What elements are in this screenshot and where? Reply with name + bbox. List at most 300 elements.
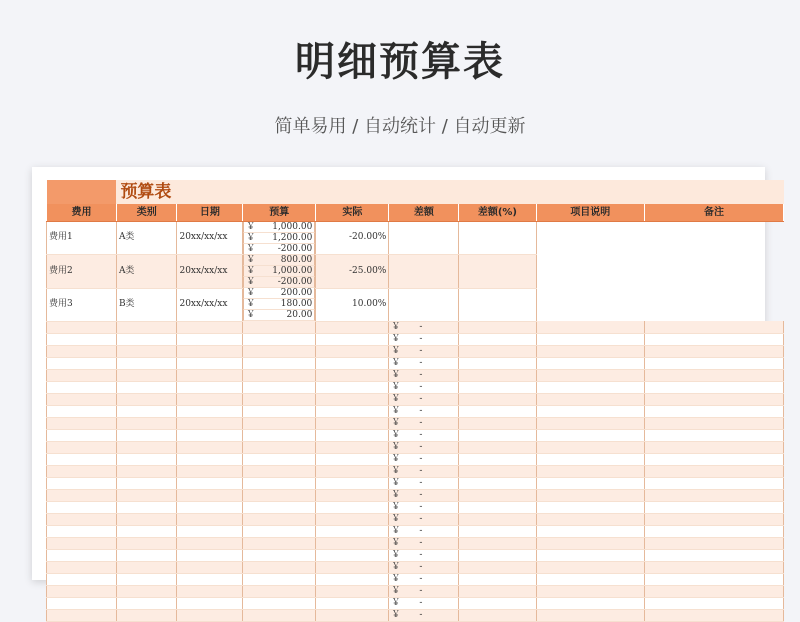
empty-cell[interactable] xyxy=(243,561,316,573)
empty-cell[interactable] xyxy=(536,513,645,525)
budget-cell[interactable] xyxy=(243,288,315,299)
empty-cell[interactable] xyxy=(316,609,389,621)
note-cell[interactable] xyxy=(459,288,536,321)
empty-cell[interactable] xyxy=(459,357,536,369)
empty-cell[interactable] xyxy=(645,477,784,489)
diff-cell[interactable] xyxy=(389,501,459,513)
empty-cell[interactable] xyxy=(243,537,316,549)
empty-diff: - xyxy=(419,417,423,428)
empty-cell[interactable] xyxy=(459,573,536,585)
table-row xyxy=(47,417,784,429)
empty-cell[interactable] xyxy=(645,597,784,609)
empty-cell[interactable] xyxy=(316,345,389,357)
empty-cell[interactable] xyxy=(177,489,243,501)
empty-cell[interactable] xyxy=(459,381,536,393)
empty-cell[interactable] xyxy=(116,453,177,465)
empty-diff: - xyxy=(419,441,423,452)
empty-cell[interactable] xyxy=(316,465,389,477)
empty-cell[interactable] xyxy=(116,573,177,585)
empty-cell[interactable] xyxy=(316,561,389,573)
diff-cell[interactable] xyxy=(389,417,459,429)
column-header[interactable]: 实际 xyxy=(316,204,389,221)
empty-cell[interactable] xyxy=(177,393,243,405)
empty-cell[interactable] xyxy=(645,441,784,453)
empty-cell[interactable] xyxy=(243,441,316,453)
item-cell[interactable]: 费用1 xyxy=(47,221,117,255)
empty-cell[interactable] xyxy=(47,417,117,429)
empty-cell[interactable] xyxy=(316,405,389,417)
diff-cell[interactable] xyxy=(389,609,459,621)
empty-cell[interactable] xyxy=(459,477,536,489)
empty-cell[interactable] xyxy=(243,405,316,417)
empty-cell[interactable] xyxy=(116,345,177,357)
table-row xyxy=(47,333,784,345)
column-header[interactable]: 预算 xyxy=(243,204,316,221)
column-header[interactable]: 类别 xyxy=(116,204,177,221)
empty-cell[interactable] xyxy=(47,501,117,513)
empty-cell[interactable] xyxy=(177,549,243,561)
empty-cell[interactable] xyxy=(116,321,177,333)
empty-cell[interactable] xyxy=(116,357,177,369)
description-cell[interactable] xyxy=(389,255,459,288)
empty-cell[interactable] xyxy=(116,609,177,621)
empty-cell[interactable] xyxy=(47,573,117,585)
empty-cell[interactable] xyxy=(645,561,784,573)
empty-cell[interactable] xyxy=(47,369,117,381)
empty-cell[interactable] xyxy=(177,465,243,477)
description-cell[interactable] xyxy=(389,288,459,321)
diff-percent-cell[interactable]: -25.00% xyxy=(316,255,389,288)
empty-cell[interactable] xyxy=(645,537,784,549)
empty-cell[interactable] xyxy=(316,441,389,453)
page-subtitle: 简单易用 / 自动统计 / 自动更新 xyxy=(274,116,526,137)
empty-cell[interactable] xyxy=(177,597,243,609)
empty-cell[interactable] xyxy=(459,417,536,429)
category-cell[interactable]: A类 xyxy=(116,255,177,288)
empty-cell[interactable] xyxy=(536,585,645,597)
empty-cell[interactable] xyxy=(645,585,784,597)
diff-percent-cell[interactable]: 10.00% xyxy=(316,288,389,321)
diff-cell[interactable] xyxy=(389,489,459,501)
empty-cell[interactable] xyxy=(645,453,784,465)
empty-cell[interactable] xyxy=(316,357,389,369)
empty-cell[interactable] xyxy=(645,357,784,369)
empty-cell[interactable] xyxy=(47,465,117,477)
empty-cell[interactable] xyxy=(116,465,177,477)
empty-cell[interactable] xyxy=(645,417,784,429)
empty-cell[interactable] xyxy=(177,441,243,453)
empty-diff: - xyxy=(419,321,423,332)
empty-cell[interactable] xyxy=(243,549,316,561)
empty-cell[interactable] xyxy=(459,609,536,621)
currency-symbol: ￥ xyxy=(246,310,256,321)
table-row xyxy=(47,288,784,321)
empty-cell[interactable] xyxy=(47,453,117,465)
diff-cell[interactable] xyxy=(389,405,459,417)
date-cell[interactable]: 20xx/xx/xx xyxy=(177,288,243,321)
empty-cell[interactable] xyxy=(116,477,177,489)
empty-cell[interactable] xyxy=(459,465,536,477)
diff-cell[interactable] xyxy=(389,381,459,393)
empty-cell[interactable] xyxy=(459,561,536,573)
empty-cell[interactable] xyxy=(116,549,177,561)
diff-cell[interactable] xyxy=(243,310,315,321)
sheet-title: 预算表 xyxy=(116,180,783,204)
empty-cell[interactable] xyxy=(116,441,177,453)
empty-cell[interactable] xyxy=(116,333,177,345)
currency-symbol: ￥ xyxy=(246,232,256,243)
empty-cell[interactable] xyxy=(47,441,117,453)
empty-cell[interactable] xyxy=(459,345,536,357)
diff-cell[interactable] xyxy=(389,477,459,489)
empty-cell[interactable] xyxy=(316,381,389,393)
diff-cell[interactable] xyxy=(389,321,459,333)
empty-cell[interactable] xyxy=(243,501,316,513)
empty-cell[interactable] xyxy=(316,537,389,549)
empty-cell[interactable] xyxy=(536,477,645,489)
date-cell[interactable]: 20xx/xx/xx xyxy=(177,255,243,288)
currency-symbol: ￥ xyxy=(391,513,401,524)
empty-cell[interactable] xyxy=(243,585,316,597)
empty-cell[interactable] xyxy=(116,513,177,525)
empty-cell[interactable] xyxy=(116,369,177,381)
diff-cell[interactable] xyxy=(243,244,315,255)
diff-cell[interactable] xyxy=(389,441,459,453)
empty-cell[interactable] xyxy=(243,417,316,429)
empty-cell[interactable] xyxy=(316,393,389,405)
empty-cell[interactable] xyxy=(536,597,645,609)
currency-symbol: ￥ xyxy=(391,561,401,572)
empty-cell[interactable] xyxy=(645,525,784,537)
diff-cell[interactable] xyxy=(389,513,459,525)
empty-cell[interactable] xyxy=(316,501,389,513)
empty-diff: - xyxy=(419,477,423,488)
diff-cell[interactable] xyxy=(389,465,459,477)
empty-cell[interactable] xyxy=(243,381,316,393)
empty-cell[interactable] xyxy=(316,549,389,561)
note-cell[interactable] xyxy=(459,221,536,255)
empty-cell[interactable] xyxy=(645,333,784,345)
empty-cell[interactable] xyxy=(645,489,784,501)
empty-cell[interactable] xyxy=(47,321,117,333)
empty-cell[interactable] xyxy=(536,537,645,549)
empty-cell[interactable] xyxy=(459,429,536,441)
empty-diff: - xyxy=(419,573,423,584)
diff-cell[interactable] xyxy=(389,393,459,405)
empty-cell[interactable] xyxy=(116,405,177,417)
table-row xyxy=(47,357,784,369)
empty-cell[interactable] xyxy=(536,405,645,417)
empty-cell[interactable] xyxy=(177,501,243,513)
empty-cell[interactable] xyxy=(316,321,389,333)
amount-value: 180.00 xyxy=(280,299,313,310)
empty-cell[interactable] xyxy=(177,561,243,573)
empty-cell[interactable] xyxy=(177,333,243,345)
empty-cell[interactable] xyxy=(177,369,243,381)
currency-symbol: ￥ xyxy=(246,254,256,265)
column-header[interactable]: 差额 xyxy=(389,204,459,221)
amount-value: 200.00 xyxy=(280,288,313,299)
empty-cell[interactable] xyxy=(243,321,316,333)
empty-cell[interactable] xyxy=(243,609,316,621)
empty-cell[interactable] xyxy=(459,369,536,381)
note-cell[interactable] xyxy=(459,255,536,288)
empty-cell[interactable] xyxy=(316,477,389,489)
empty-cell[interactable] xyxy=(645,465,784,477)
empty-cell[interactable] xyxy=(47,525,117,537)
column-header[interactable]: 日期 xyxy=(177,204,243,221)
empty-cell[interactable] xyxy=(47,609,117,621)
diff-cell[interactable] xyxy=(243,277,315,288)
empty-cell[interactable] xyxy=(177,585,243,597)
empty-cell[interactable] xyxy=(459,597,536,609)
empty-cell[interactable] xyxy=(536,549,645,561)
empty-cell[interactable] xyxy=(177,477,243,489)
empty-cell[interactable] xyxy=(177,609,243,621)
empty-cell[interactable] xyxy=(536,321,645,333)
empty-cell[interactable] xyxy=(536,357,645,369)
empty-cell[interactable] xyxy=(459,549,536,561)
amount-value: 1,000.00 xyxy=(272,221,313,232)
budget-cell[interactable] xyxy=(243,255,315,266)
empty-cell[interactable] xyxy=(459,525,536,537)
empty-cell[interactable] xyxy=(47,429,117,441)
empty-cell[interactable] xyxy=(116,597,177,609)
empty-cell[interactable] xyxy=(177,417,243,429)
empty-cell[interactable] xyxy=(47,597,117,609)
empty-cell[interactable] xyxy=(47,357,117,369)
empty-cell[interactable] xyxy=(459,441,536,453)
diff-cell[interactable] xyxy=(389,345,459,357)
empty-cell[interactable] xyxy=(47,537,117,549)
empty-cell[interactable] xyxy=(47,345,117,357)
currency-symbol: ￥ xyxy=(246,288,256,299)
empty-cell[interactable] xyxy=(243,477,316,489)
empty-cell[interactable] xyxy=(459,321,536,333)
empty-cell[interactable] xyxy=(47,381,117,393)
empty-cell[interactable] xyxy=(316,597,389,609)
diff-percent-cell[interactable]: -20.00% xyxy=(316,221,389,255)
empty-cell[interactable] xyxy=(536,345,645,357)
empty-cell[interactable] xyxy=(47,333,117,345)
empty-cell[interactable] xyxy=(116,525,177,537)
currency-symbol: ￥ xyxy=(391,549,401,560)
diff-cell[interactable] xyxy=(389,453,459,465)
empty-cell[interactable] xyxy=(645,429,784,441)
currency-symbol: ￥ xyxy=(391,333,401,344)
item-cell[interactable]: 费用3 xyxy=(47,288,117,321)
empty-cell[interactable] xyxy=(116,561,177,573)
empty-cell[interactable] xyxy=(645,573,784,585)
empty-cell[interactable] xyxy=(316,573,389,585)
empty-cell[interactable] xyxy=(177,381,243,393)
empty-cell[interactable] xyxy=(645,369,784,381)
empty-cell[interactable] xyxy=(177,429,243,441)
empty-cell[interactable] xyxy=(459,405,536,417)
empty-cell[interactable] xyxy=(645,405,784,417)
empty-diff: - xyxy=(419,333,423,344)
empty-cell[interactable] xyxy=(645,393,784,405)
column-header[interactable]: 备注 xyxy=(645,204,784,221)
diff-cell[interactable] xyxy=(389,573,459,585)
empty-cell[interactable] xyxy=(536,333,645,345)
empty-cell[interactable] xyxy=(645,381,784,393)
diff-cell[interactable] xyxy=(389,585,459,597)
empty-cell[interactable] xyxy=(243,513,316,525)
empty-cell[interactable] xyxy=(536,489,645,501)
empty-cell[interactable] xyxy=(645,609,784,621)
empty-cell[interactable] xyxy=(177,357,243,369)
empty-cell[interactable] xyxy=(536,465,645,477)
empty-cell[interactable] xyxy=(536,453,645,465)
empty-cell[interactable] xyxy=(645,549,784,561)
empty-cell[interactable] xyxy=(459,537,536,549)
table-row xyxy=(47,453,784,465)
item-cell[interactable]: 费用2 xyxy=(47,255,117,288)
empty-cell[interactable] xyxy=(177,405,243,417)
empty-cell[interactable] xyxy=(536,417,645,429)
empty-cell[interactable] xyxy=(243,489,316,501)
empty-cell[interactable] xyxy=(536,393,645,405)
empty-cell[interactable] xyxy=(243,345,316,357)
table-row xyxy=(47,609,784,621)
empty-cell[interactable] xyxy=(116,381,177,393)
empty-cell[interactable] xyxy=(243,453,316,465)
empty-cell[interactable] xyxy=(459,501,536,513)
empty-cell[interactable] xyxy=(316,585,389,597)
empty-cell[interactable] xyxy=(177,453,243,465)
empty-cell[interactable] xyxy=(47,405,117,417)
empty-diff: - xyxy=(419,585,423,596)
empty-cell[interactable] xyxy=(47,477,117,489)
empty-cell[interactable] xyxy=(645,501,784,513)
column-header[interactable]: 项目说明 xyxy=(536,204,645,221)
empty-cell[interactable] xyxy=(116,501,177,513)
diff-cell[interactable] xyxy=(389,369,459,381)
empty-cell[interactable] xyxy=(645,513,784,525)
empty-cell[interactable] xyxy=(536,441,645,453)
category-cell[interactable]: B类 xyxy=(116,288,177,321)
empty-cell[interactable] xyxy=(536,501,645,513)
empty-cell[interactable] xyxy=(536,609,645,621)
empty-cell[interactable] xyxy=(459,453,536,465)
empty-cell[interactable] xyxy=(536,429,645,441)
header-row xyxy=(47,204,784,221)
amount-value: 1,000.00 xyxy=(272,265,313,276)
empty-cell[interactable] xyxy=(116,393,177,405)
empty-cell[interactable] xyxy=(459,513,536,525)
date-cell[interactable]: 20xx/xx/xx xyxy=(177,221,243,255)
actual-cell[interactable] xyxy=(243,266,315,277)
empty-cell[interactable] xyxy=(177,321,243,333)
empty-cell[interactable] xyxy=(243,525,316,537)
empty-cell[interactable] xyxy=(243,429,316,441)
empty-cell[interactable] xyxy=(316,513,389,525)
diff-cell[interactable] xyxy=(389,537,459,549)
empty-cell[interactable] xyxy=(177,513,243,525)
empty-cell[interactable] xyxy=(536,369,645,381)
empty-cell[interactable] xyxy=(243,333,316,345)
empty-cell[interactable] xyxy=(316,489,389,501)
column-header[interactable]: 费用 xyxy=(47,204,117,221)
empty-cell[interactable] xyxy=(459,489,536,501)
empty-diff: - xyxy=(419,453,423,464)
empty-cell[interactable] xyxy=(116,585,177,597)
empty-diff: - xyxy=(419,537,423,548)
empty-cell[interactable] xyxy=(316,525,389,537)
empty-diff: - xyxy=(419,429,423,440)
actual-cell[interactable] xyxy=(243,299,315,310)
diff-cell[interactable] xyxy=(389,333,459,345)
empty-cell[interactable] xyxy=(316,453,389,465)
table-row xyxy=(47,405,784,417)
empty-cell[interactable] xyxy=(177,525,243,537)
empty-cell[interactable] xyxy=(645,345,784,357)
empty-cell[interactable] xyxy=(536,573,645,585)
empty-cell[interactable] xyxy=(536,561,645,573)
empty-cell[interactable] xyxy=(536,381,645,393)
category-cell[interactable]: A类 xyxy=(116,221,177,255)
diff-cell[interactable] xyxy=(389,525,459,537)
empty-cell[interactable] xyxy=(116,489,177,501)
table-row xyxy=(47,501,784,513)
diff-cell[interactable] xyxy=(389,357,459,369)
empty-cell[interactable] xyxy=(47,561,117,573)
empty-cell[interactable] xyxy=(459,333,536,345)
empty-cell[interactable] xyxy=(47,585,117,597)
diff-cell[interactable] xyxy=(389,429,459,441)
empty-cell[interactable] xyxy=(459,393,536,405)
empty-diff: - xyxy=(419,369,423,380)
empty-cell[interactable] xyxy=(47,393,117,405)
empty-cell[interactable] xyxy=(47,489,117,501)
diff-cell[interactable] xyxy=(389,597,459,609)
empty-diff: - xyxy=(419,609,423,620)
empty-cell[interactable] xyxy=(243,465,316,477)
diff-cell[interactable] xyxy=(389,561,459,573)
actual-cell[interactable] xyxy=(243,233,315,244)
empty-cell[interactable] xyxy=(645,321,784,333)
empty-cell[interactable] xyxy=(177,537,243,549)
empty-cell[interactable] xyxy=(47,513,117,525)
empty-cell[interactable] xyxy=(243,357,316,369)
description-cell[interactable] xyxy=(389,221,459,255)
empty-cell[interactable] xyxy=(536,525,645,537)
empty-cell[interactable] xyxy=(243,393,316,405)
empty-cell[interactable] xyxy=(316,333,389,345)
empty-cell[interactable] xyxy=(243,369,316,381)
column-header[interactable]: 差额(%) xyxy=(459,204,536,221)
empty-cell[interactable] xyxy=(116,417,177,429)
empty-cell[interactable] xyxy=(243,573,316,585)
empty-cell[interactable] xyxy=(316,429,389,441)
diff-cell[interactable] xyxy=(389,549,459,561)
currency-symbol: ￥ xyxy=(391,345,401,356)
empty-cell[interactable] xyxy=(316,369,389,381)
empty-cell[interactable] xyxy=(177,345,243,357)
empty-cell[interactable] xyxy=(459,585,536,597)
empty-cell[interactable] xyxy=(177,573,243,585)
empty-cell[interactable] xyxy=(243,597,316,609)
empty-cell[interactable] xyxy=(316,417,389,429)
empty-cell[interactable] xyxy=(47,549,117,561)
budget-cell[interactable] xyxy=(243,222,315,233)
empty-cell[interactable] xyxy=(116,429,177,441)
currency-symbol: ￥ xyxy=(246,265,256,276)
currency-symbol: ￥ xyxy=(391,453,401,464)
empty-cell[interactable] xyxy=(116,537,177,549)
empty-diff: - xyxy=(419,393,423,404)
